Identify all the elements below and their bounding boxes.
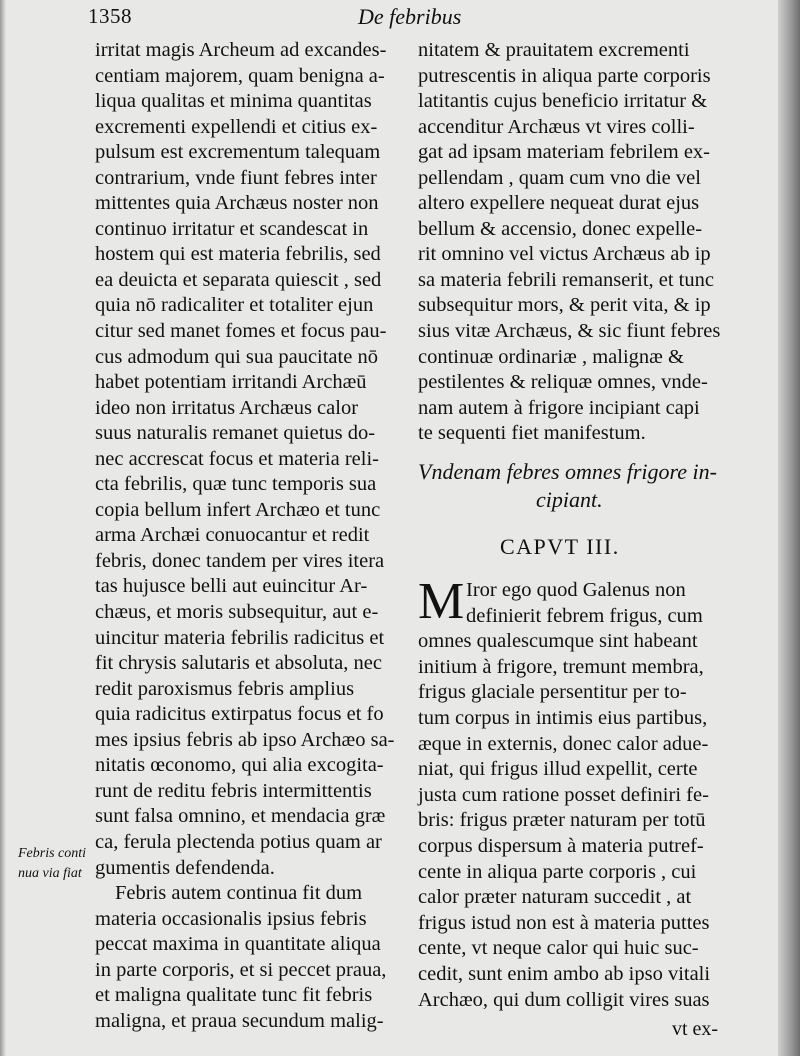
text-line: pellendam , quam cum vno die vel <box>418 166 701 189</box>
text-line: sa materia febrili remanserit, et tunc <box>418 268 714 291</box>
text-line: nam autem à frigore incipiant capi <box>418 396 700 419</box>
text-line: ca, ferula plectenda potius quam ar <box>95 830 382 853</box>
text-line: uincitur materia febrilis radicitus et <box>95 626 385 649</box>
margin-note-line: Febris conti <box>18 846 87 861</box>
text-line: cus admodum qui sua paucitate nō <box>95 345 378 368</box>
text-line: cente, vt neque calor qui huic suc- <box>418 937 699 960</box>
text-line: maligna, et praua secundum malig- <box>95 1009 384 1032</box>
text-line: niat, qui frigus illud expellit, certe <box>418 758 698 781</box>
text-line: cedit, sunt enim ambo ab ipso vitali <box>418 962 711 985</box>
text-line: ea deuicta et separata quiescit , sed <box>95 268 382 291</box>
text-line: fit chrysis salutaris et absoluta, nec <box>95 652 382 675</box>
text-line: sius vitæ Archæus, & sic fiunt febres <box>418 320 721 343</box>
text-line: continuo irritatur et scandescat in <box>95 217 369 240</box>
running-head: De febribus <box>358 4 462 29</box>
text-line: nitatis œconomo, qui alia excogita- <box>95 754 384 777</box>
text-line: bris: frigus præter naturam per totū <box>418 809 706 832</box>
text-line: calor præter naturam succedit , at <box>418 886 692 909</box>
text-line: altero expellere nequeat durat ejus <box>418 192 700 215</box>
text-line: runt de reditu febris intermittentis <box>95 779 372 802</box>
text-line: mes ipsius febris ab ipso Archæo sa- <box>95 728 395 751</box>
text-line: materia occasionalis ipsius febris <box>95 907 367 930</box>
text-line: accenditur Archæus vt vires colli- <box>418 115 695 138</box>
text-line: bellum & accensio, donec expelle- <box>418 217 703 240</box>
text-line: nec accrescat focus et materia reli- <box>95 447 379 470</box>
text-line: copia bellum infert Archæo et tunc <box>95 498 381 521</box>
text-line: rit omnino vel victus Archæus ab ip <box>418 243 711 266</box>
text-line: hostem qui est materia febrilis, sed <box>95 243 381 266</box>
subheading-line: Vndenam febres omnes frigore in- <box>418 459 717 484</box>
text-line: frigus glaciale persentitur per to- <box>418 681 687 704</box>
text-line: putrescentis in aliqua parte corporis <box>418 64 711 87</box>
text-line: gat ad ipsam materiam febrilem ex- <box>418 141 711 164</box>
text-line: ideo non irritatus Archæus calor <box>95 396 359 419</box>
text-line: nitatem & prauitatem excrementi <box>418 39 690 61</box>
text-line: omnes qualescumque sint habeant <box>418 630 698 653</box>
text-line: tum corpus in intimis eius partibus, <box>418 706 708 729</box>
text-line: peccat maxima in quantitate aliqua <box>95 933 381 956</box>
text-line: æque in externis, donec calor adue- <box>418 732 709 755</box>
text-line: corpus dispersum à materia putref- <box>418 834 704 857</box>
catchword: vt ex- <box>672 1018 719 1040</box>
text-line: chæus, et moris subsequitur, aut e- <box>95 601 379 624</box>
text-line: pulsum est excrementum talequam <box>95 141 381 164</box>
text-line: pestilentes & reliquæ omnes, vnde- <box>418 371 708 394</box>
page-header <box>0 4 778 32</box>
text-line: latitantis cujus beneficio irritatur & <box>418 90 708 113</box>
text-line: cente in aliqua parte corporis , cui <box>418 860 697 883</box>
page-edge <box>778 0 800 1056</box>
text-line: arma Archæi conuocantur et redit <box>95 524 370 547</box>
text-line: Archæo, qui dum colligit vires suas <box>418 988 710 1011</box>
page-number: 1358 <box>88 4 132 28</box>
text-line: initium à frigore, tremunt membra, <box>418 655 704 678</box>
text-line: citur sed manet fomes et focus pau- <box>95 320 387 343</box>
text-line: quia radicitus extirpatus focus et fo <box>95 703 384 726</box>
drop-cap: M <box>418 573 465 630</box>
left-column <box>95 38 400 1034</box>
text-line: redit paroxismus febris amplius <box>95 677 355 700</box>
text-line: definierit febrem frigus, cum <box>466 604 703 627</box>
text-line: frigus istud non est à materia puttes <box>418 911 710 934</box>
text-line: in parte corporis, et si peccet praua, <box>95 958 387 981</box>
text-line: et maligna qualitate tunc fit febris <box>95 984 373 1007</box>
text-line: subsequitur mors, & perit vita, & ip <box>418 294 711 317</box>
right-column-top <box>418 38 721 447</box>
chapter-heading: CAPVT III. <box>500 534 620 559</box>
text-line: tas hujusce belli aut euincitur Ar- <box>95 575 368 598</box>
text-line: justa cum ratione posset definiri fe- <box>418 783 709 806</box>
text-line: febris, donec tandem per vires itera <box>95 549 385 572</box>
text-line: quia nō radicaliter et totaliter ejun <box>95 294 374 317</box>
text-line: centiam majorem, quam benigna a- <box>95 64 385 87</box>
text-line: irritat magis Archeum ad excandes- <box>95 39 387 61</box>
text-line: te sequenti fiet manifestum. <box>418 422 646 445</box>
text-line: continuæ ordinariæ , malignæ & <box>418 345 684 368</box>
text-line: Iror ego quod Galenus non <box>466 579 686 601</box>
margin-note-line: nua via fiat <box>18 866 82 881</box>
gutter-shadow <box>0 0 6 1056</box>
subheading-line: cipiant. <box>536 487 603 512</box>
text-line: contrarium, vnde fiunt febres inter <box>95 166 377 189</box>
text-line: suus naturalis remanet quietus do- <box>95 422 376 445</box>
section-subheading <box>418 458 718 514</box>
text-line: sunt falsa omnino, et mendacia græ <box>95 805 386 828</box>
text-line: gumentis defendenda. <box>95 856 275 879</box>
text-line: excrementi expellendi et citius ex- <box>95 115 378 138</box>
text-line: liqua qualitas et minima quantitas <box>95 90 372 113</box>
margin-note <box>18 844 100 884</box>
right-column-bottom <box>418 573 718 1013</box>
text-line: cta febrilis, quæ tunc temporis sua <box>95 473 377 496</box>
text-line: mittentes quia Archæus noster non <box>95 192 379 215</box>
text-line: Febris autem continua fit dum <box>115 882 363 905</box>
text-line: habet potentiam irritandi Archæū <box>95 371 367 394</box>
